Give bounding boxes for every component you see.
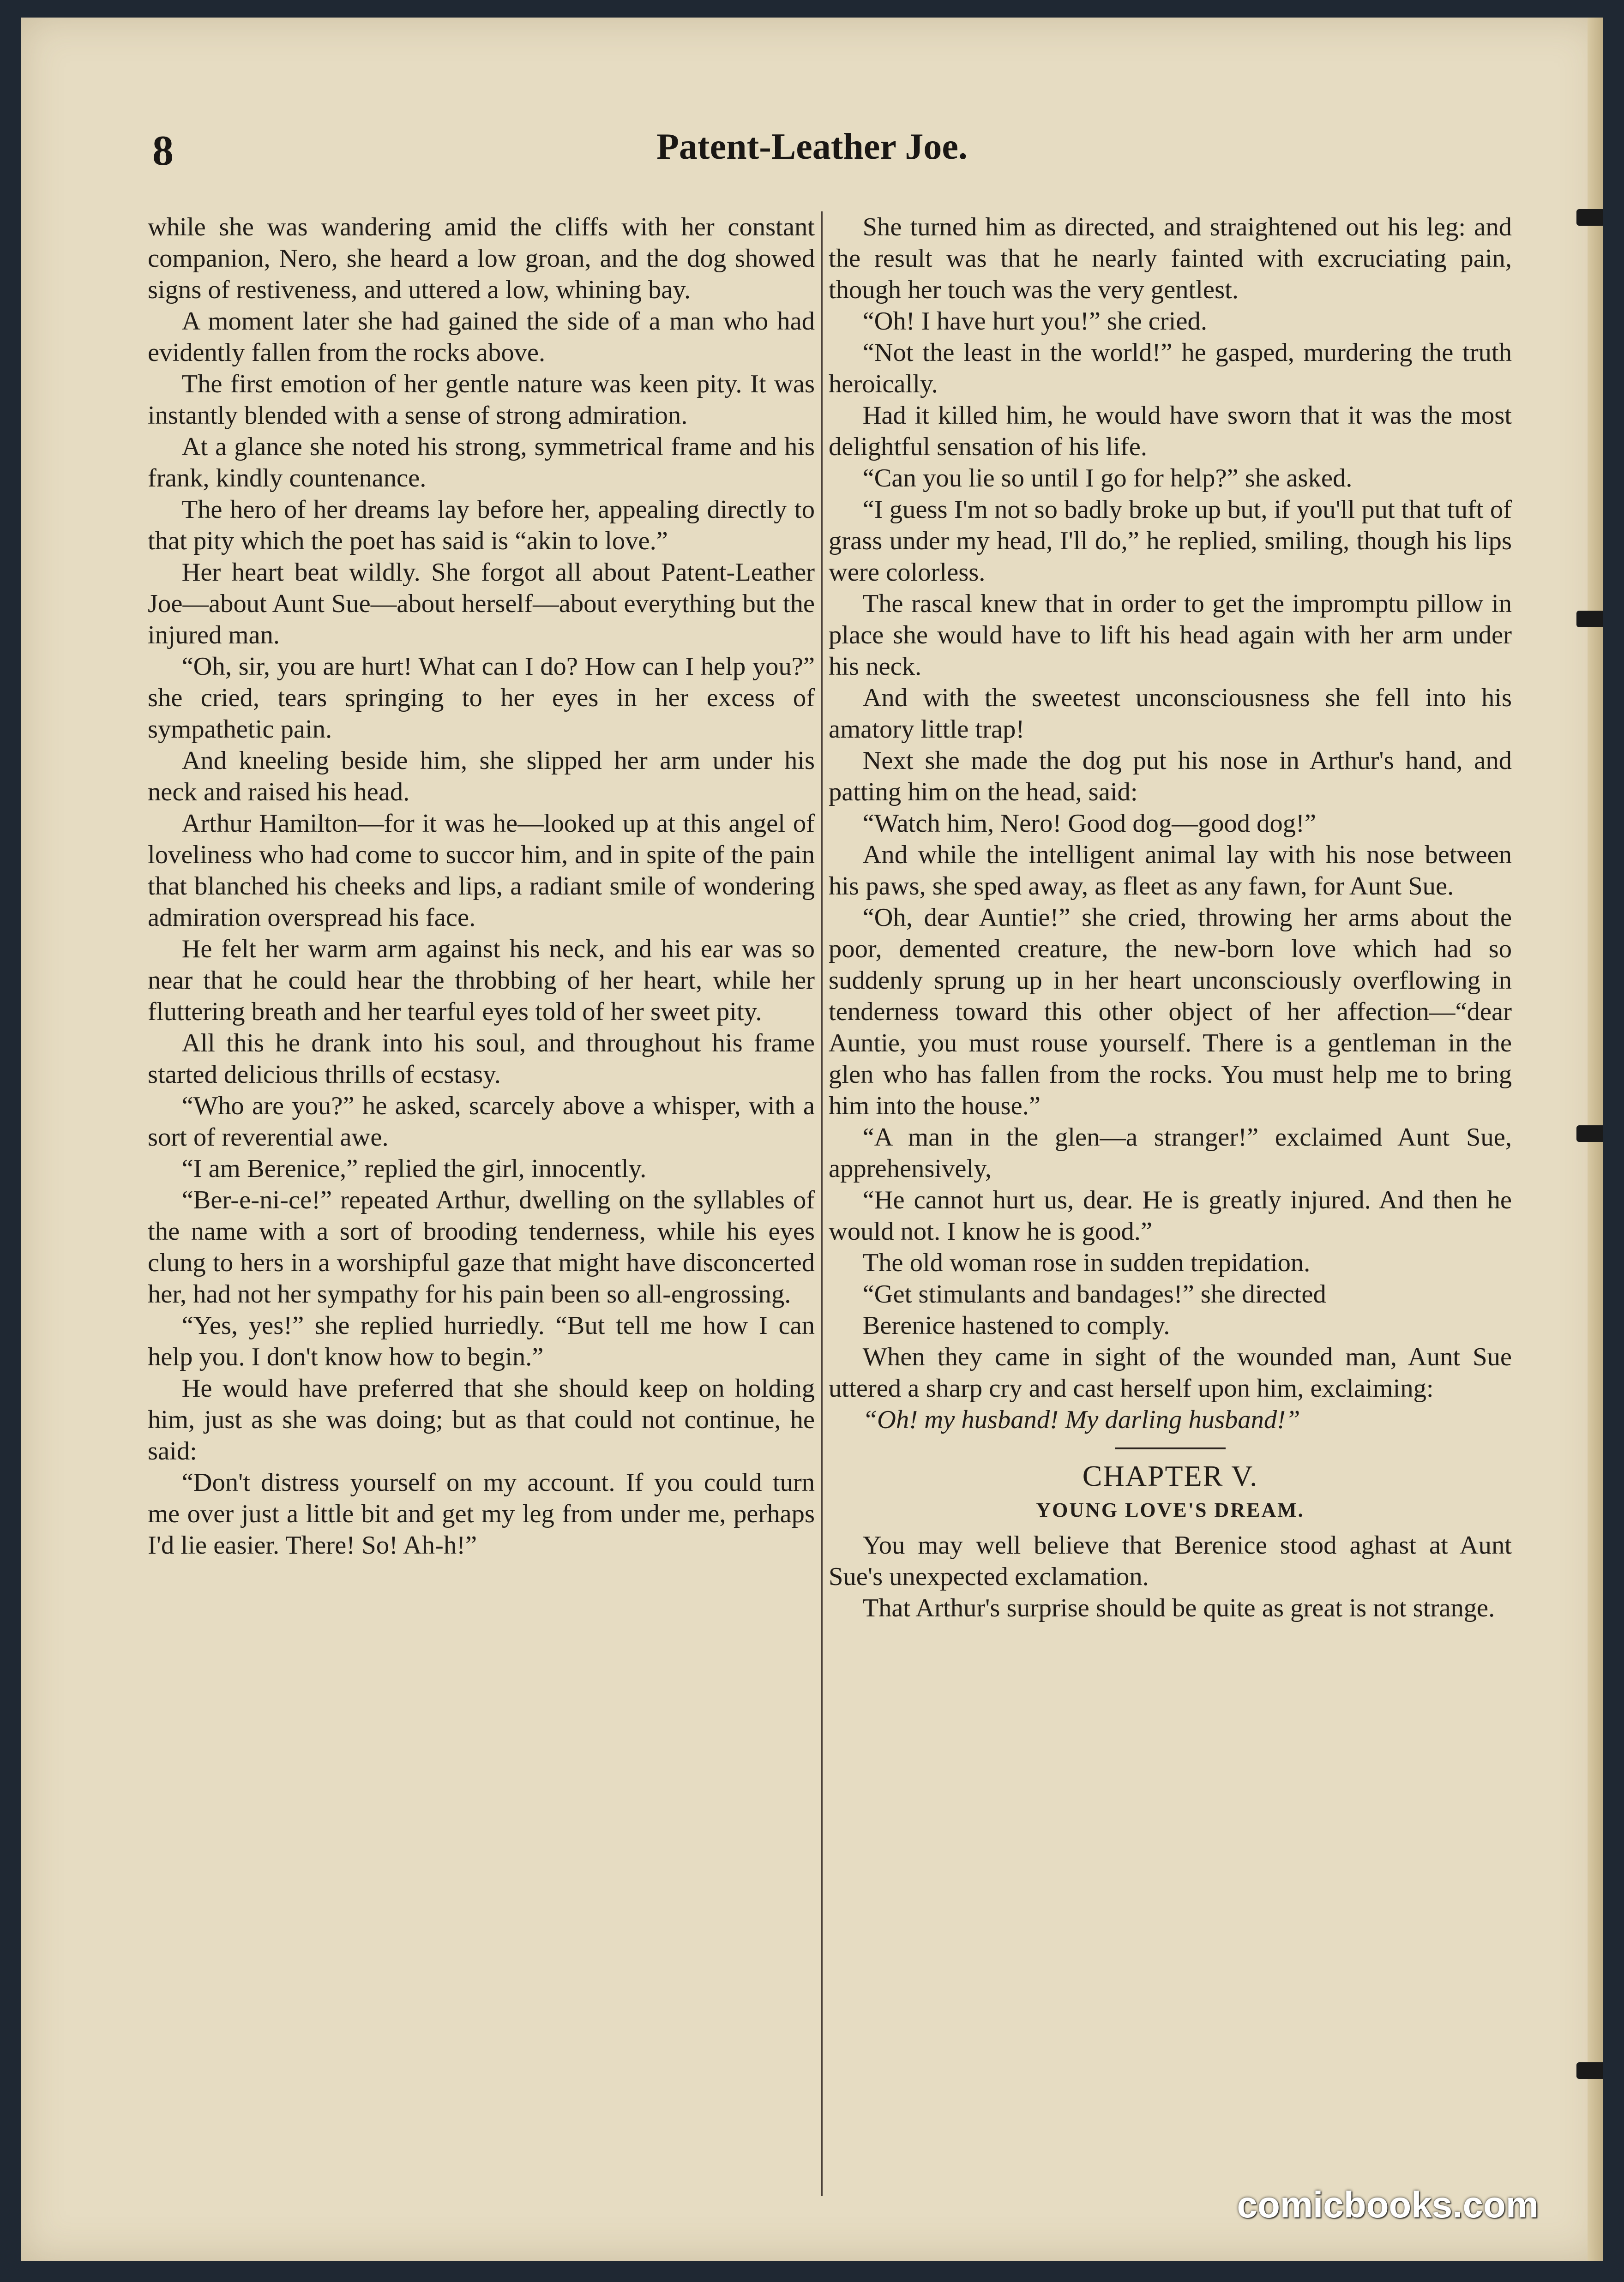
paragraph: “Ber-e-ni-ce!” repeated Arthur, dwelling on the syllables of the name with a sort of brooding tenderness, while his eyes clung to hers in a worshipful gaze that might have disconcerted her, had not her sympathy for his pain been so all-engrossing.	[148, 1186, 815, 1309]
left-column	[148, 211, 815, 1561]
paragraph: Berenice hastened to comply.	[862, 1311, 1170, 1340]
paragraph: “He cannot hurt us, dear. He is greatly injured. And then he would not. I know he is good.”	[829, 1186, 1512, 1246]
paragraph: “Yes, yes!” she replied hurriedly. “But tell me how I can help you. I don't know how to begin.”	[148, 1311, 815, 1371]
paragraph: “Get stimulants and bandages!” she directed	[862, 1280, 1326, 1309]
paragraph: The first emotion of her gentle nature was keen pity. It was instantly blended with a sense of strong admiration.	[148, 370, 815, 430]
binding-tab	[1576, 209, 1603, 226]
paragraph: “A man in the glen—a stranger!” exclaimed Aunt Sue, apprehensively,	[829, 1123, 1512, 1183]
paragraph: Her heart beat wildly. She forgot all about Patent-Leather Joe—about Aunt Sue—about herself—about everything but the injured man.	[148, 558, 815, 649]
paragraph: Next she made the dog put his nose in Arthur's hand, and patting him on the head, said:	[829, 746, 1512, 806]
paragraph: When they came in sight of the wounded man, Aunt Sue uttered a sharp cry and cast herself upon him, exclaiming:	[829, 1343, 1512, 1403]
paragraph: “Not the least in the world!” he gasped, murdering the truth heroically.	[829, 338, 1512, 398]
paragraph: A moment later she had gained the side of a man who had evidently fallen from the rocks above.	[148, 307, 815, 367]
chapter-heading: CHAPTER V.	[1082, 1459, 1258, 1492]
paragraph: “Who are you?” he asked, scarcely above a whisper, with a sort of reverential awe.	[148, 1092, 815, 1152]
paragraph: All this he drank into his soul, and throughout his frame started delicious thrills of ecstasy.	[148, 1029, 815, 1089]
paragraph: You may well believe that Berenice stood aghast at Aunt Sue's unexpected exclamation.	[829, 1531, 1512, 1591]
paragraph: “Oh, sir, you are hurt! What can I do? How can I help you?” she cried, tears springing to her eyes in her excess of sympathetic pain.	[148, 652, 815, 744]
book-page	[21, 18, 1603, 2261]
paragraph: And kneeling beside him, she slipped her arm under his neck and raised his head.	[148, 746, 815, 806]
paragraph: “Oh, dear Auntie!” she cried, throwing her arms about the poor, demented creature, the new-born love which had so suddenly sprung up in her heart unconsciously overflowing in tenderness toward this other object of her affection—“dear Auntie, you must rouse yourself. There is a gentleman in the glen who has fallen from the rocks. You must help me to bring him into the house.”	[829, 903, 1512, 1120]
paragraph: Had it killed him, he would have sworn that it was the most delightful sensation of his life.	[829, 401, 1512, 461]
binding-tab	[1576, 611, 1603, 627]
paragraph: She turned him as directed, and straightened out his leg: and the result was that he nearly fainted with excruciating pain, though her touch was the very gentlest.	[829, 213, 1512, 304]
paragraph: The hero of her dreams lay before her, appealing directly to that pity which the poet has said is “akin to love.”	[148, 495, 815, 555]
paragraph: “Oh! my husband! My darling husband!”	[862, 1405, 1300, 1434]
column-divider	[821, 211, 823, 2196]
paragraph: while she was wandering amid the cliffs with her constant companion, Nero, she heard a low groan, and the dog showed signs of restiveness, and uttered a low, whining bay.	[148, 213, 815, 304]
paragraph: He felt her warm arm against his neck, and his ear was so near that he could hear the throbbing of her heart, while her fluttering breath and her tearful eyes told of her sweet pity.	[148, 935, 815, 1026]
paragraph: The rascal knew that in order to get the impromptu pillow in place she would have to lift his head again with her arm under his neck.	[829, 589, 1512, 681]
running-title: Patent-Leather Joe.	[656, 126, 968, 167]
paragraph: Arthur Hamilton—for it was he—looked up at this angel of loveliness who had come to succor him, and in spite of the pain that blanched his cheeks and lips, a radiant smile of wondering admiration overspread his face.	[148, 809, 815, 932]
paragraph: The old woman rose in sudden trepidation.	[862, 1249, 1311, 1277]
paragraph: “Don't distress yourself on my account. If you could turn me over just a little bit and get my leg from under me, perhaps I'd lie easier. There! So! Ah-h!”	[148, 1468, 815, 1560]
binding-tab	[1576, 1125, 1603, 1142]
paragraph: That Arthur's surprise should be quite as great is not strange.	[862, 1594, 1495, 1622]
paragraph: And with the sweetest unconsciousness she fell into his amatory little trap!	[829, 684, 1512, 744]
paragraph: “I guess I'm not so badly broke up but, if you'll put that tuft of grass under my head, I'll do,” he replied, smiling, though his lips were colorless.	[829, 495, 1512, 587]
paragraph: “Oh! I have hurt you!” she cried.	[862, 307, 1207, 336]
chapter-subtitle: YOUNG LOVE'S DREAM.	[1036, 1499, 1305, 1521]
binding-tab	[1576, 2062, 1603, 2079]
page-number: 8	[152, 127, 174, 174]
section-divider	[1115, 1447, 1226, 1449]
paragraph: He would have preferred that she should keep on holding him, just as she was doing; but as that could not continue, he said:	[148, 1374, 815, 1465]
right-column	[829, 211, 1512, 1624]
paragraph: “I am Berenice,” replied the girl, innocently.	[181, 1154, 647, 1183]
watermark: comicbooks.com	[1237, 2184, 1539, 2225]
paragraph: At a glance she noted his strong, symmetrical frame and his frank, kindly countenance.	[148, 432, 815, 492]
page-header	[21, 126, 1603, 181]
paragraph: “Can you lie so until I go for help?” she asked.	[862, 464, 1353, 492]
paragraph: And while the intelligent animal lay with his nose between his paws, she sped away, as fleet as any fawn, for Aunt Sue.	[829, 841, 1512, 901]
paragraph: “Watch him, Nero! Good dog—good dog!”	[862, 809, 1317, 838]
